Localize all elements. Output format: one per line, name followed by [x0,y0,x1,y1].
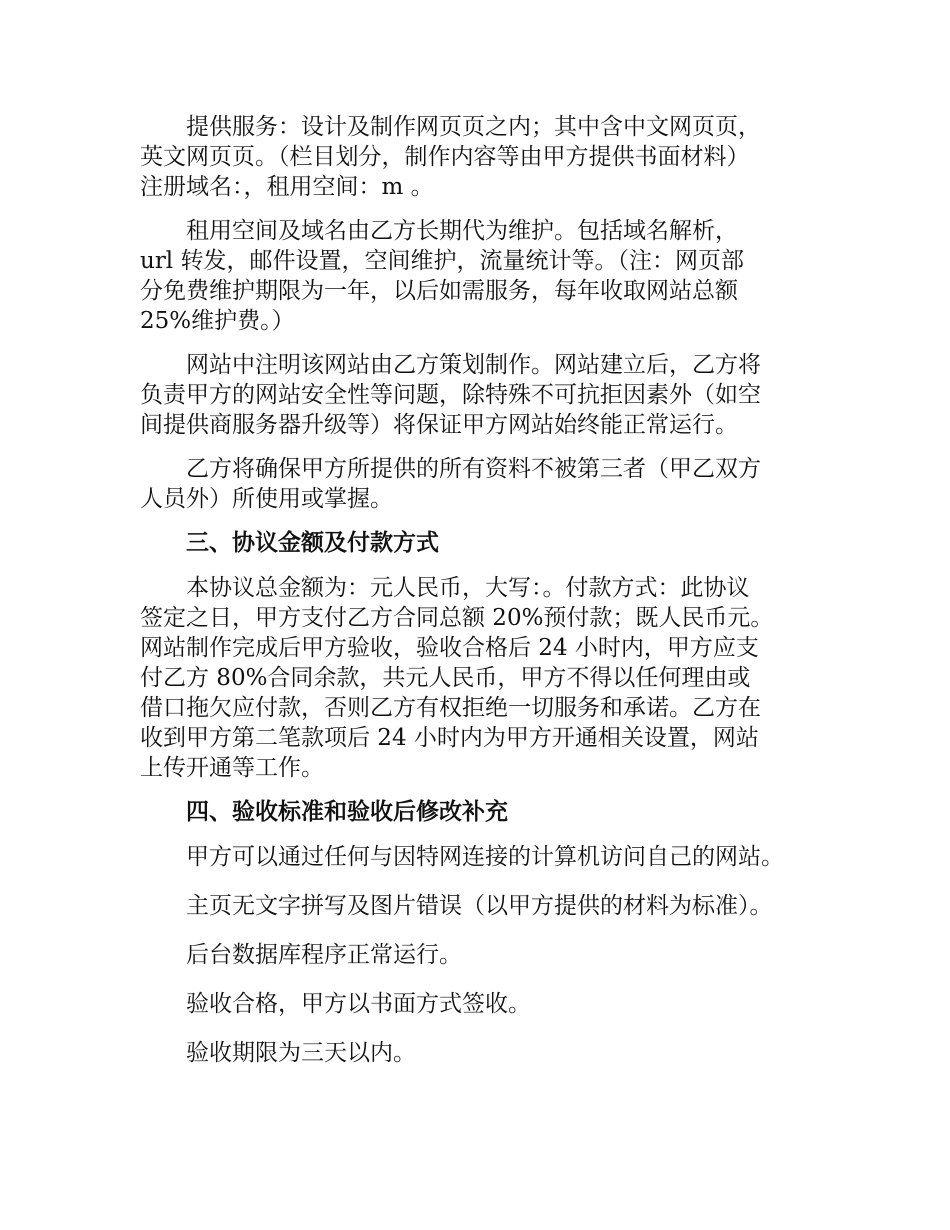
acceptance-item-access: 甲方可以通过任何与因特网连接的计算机访问自己的网站。 [186,844,784,870]
section-heading-acceptance: 四、验收标准和验收后修改补充 [186,798,508,825]
paragraph-services [140,112,830,202]
text-line: 租用空间及域名由乙方长期代为维护。包括域名解析， [186,218,738,244]
text-line: 负责甲方的网站安全性等问题，除特殊不可抗拒因素外（如空 [140,382,761,408]
section-heading-payment: 三、协议金额及付款方式 [186,529,439,556]
text-line: 英文网页页。（栏目划分，制作内容等由甲方提供书面材料） [140,144,750,170]
paragraph-security [140,350,830,440]
acceptance-item-no-errors: 主页无文字拼写及图片错误（以甲方提供的材料为标准）。 [186,893,773,919]
text-line: 付乙方 80%合同余款，共元人民币，甲方不得以任何理由或 [140,665,751,691]
text-line: 网站制作完成后甲方验收，验收合格后 24 小时内，甲方应支 [140,635,759,661]
text-line: 上传开通等工作。 [140,755,324,781]
text-line: 间提供商服务器升级等）将保证甲方网站始终能正常运行。 [140,412,738,438]
text-line: 人员外）所使用或掌握。 [140,486,393,512]
text-line: 提供服务：设计及制作网页页之内；其中含中文网页页， [186,114,761,140]
text-line: 借口拖欠应付款，否则乙方有权拒绝一切服务和承诺。乙方在 [140,695,761,721]
paragraph-payment [140,573,830,783]
text-line: 签定之日，甲方支付乙方合同总额 20%预付款；既人民币元。 [140,605,774,631]
text-line: 网站中注明该网站由乙方策划制作。网站建立后，乙方将 [186,352,761,378]
text-line: 乙方将确保甲方所提供的所有资料不被第三者（甲乙双方 [186,456,761,482]
paragraph-confidentiality [140,454,830,514]
acceptance-item-database: 后台数据库程序正常运行。 [186,942,462,968]
text-line: 25%维护费。） [140,308,295,334]
acceptance-item-signoff: 验收合格，甲方以书面方式签收。 [186,991,531,1017]
paragraph-maintenance [140,216,830,336]
text-line: 本协议总金额为：元人民币，大写：。付款方式：此协议 [186,575,750,601]
text-line: url 转发，邮件设置，空间维护，流量统计等。（注：网页部 [140,248,744,274]
text-line: 分免费维护期限为一年，以后如需服务，每年收取网站总额 [140,278,738,304]
acceptance-item-period: 验收期限为三天以内。 [186,1040,416,1066]
document-page [140,112,830,1087]
text-line: 注册域名：，租用空间：m 。 [140,174,434,200]
text-line: 收到甲方第二笔款项后 24 小时内为甲方开通相关设置，网站 [140,725,759,751]
